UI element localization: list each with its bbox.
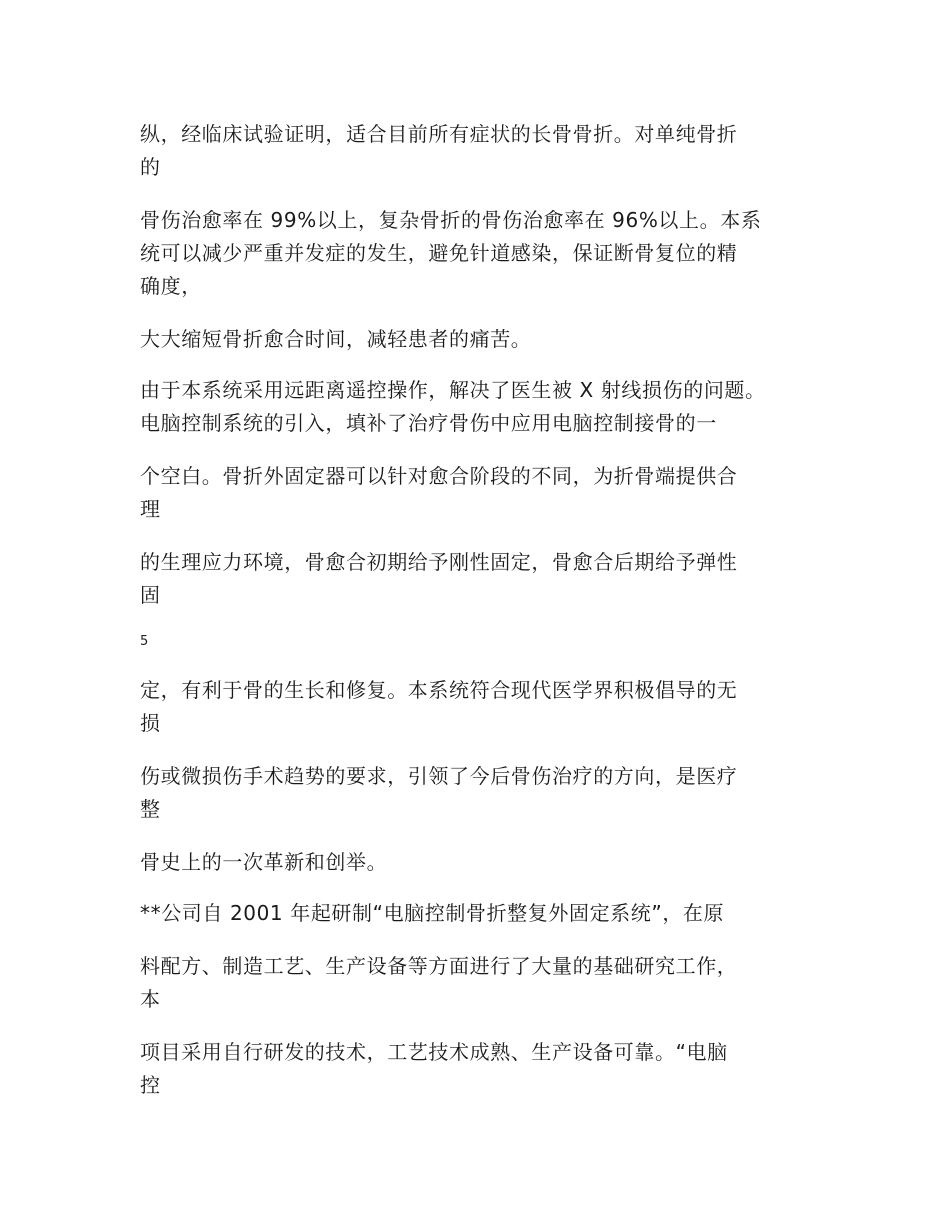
text-line: 确度，	[140, 274, 202, 298]
text-line: 料配方、制造工艺、生产设备等方面进行了大量的基础研究工作，	[140, 954, 738, 978]
text-line: 定，有利于骨的生长和修复。本系统符合现代医学界积极倡导的无	[140, 678, 738, 702]
text-line: 固	[140, 583, 161, 607]
text-line: 骨史上的一次革新和创举。	[140, 850, 388, 874]
text-line: 伤或微损伤手术趋势的要求，引领了今后骨伤治疗的方向，是医疗	[140, 764, 738, 788]
text-line: 损	[140, 711, 161, 735]
text-line: 的	[140, 155, 161, 179]
text-line: 纵，经临床试验证明，适合目前所有症状的长骨骨折。对单纯骨折	[140, 122, 738, 146]
text-line: 电脑控制系统的引入，填补了治疗骨伤中应用电脑控制接骨的一	[140, 411, 717, 435]
text-line: 理	[140, 497, 161, 521]
text-line: 的生理应力环境，骨愈合初期给予刚性固定，骨愈合后期给予弹性	[140, 550, 738, 574]
text-line: 由于本系统采用远距离遥控操作，解决了医生被 X 射线损伤的问题。	[140, 378, 766, 402]
text-line: 控	[140, 1073, 161, 1097]
text-line: 骨伤治愈率在 99%以上，复杂骨折的骨伤治愈率在 96%以上。本系	[140, 208, 762, 232]
text-line: **公司自 2001 年起研制“电脑控制骨折整复外固定系统”，在原	[140, 901, 725, 925]
text-line: 个空白。骨折外固定器可以针对愈合阶段的不同，为折骨端提供合	[140, 464, 738, 488]
text-line: 大大缩短骨折愈合时间，减轻患者的痛苦。	[140, 327, 532, 351]
text-line: 本	[140, 987, 161, 1011]
text-line: 项目采用自行研发的技术，工艺技术成熟、生产设备可靠。“电脑	[140, 1040, 728, 1064]
text-line: 整	[140, 797, 161, 821]
text-line: 统可以减少严重并发症的发生，避免针道感染，保证断骨复位的精	[140, 241, 738, 265]
page-number: 5	[140, 634, 149, 649]
